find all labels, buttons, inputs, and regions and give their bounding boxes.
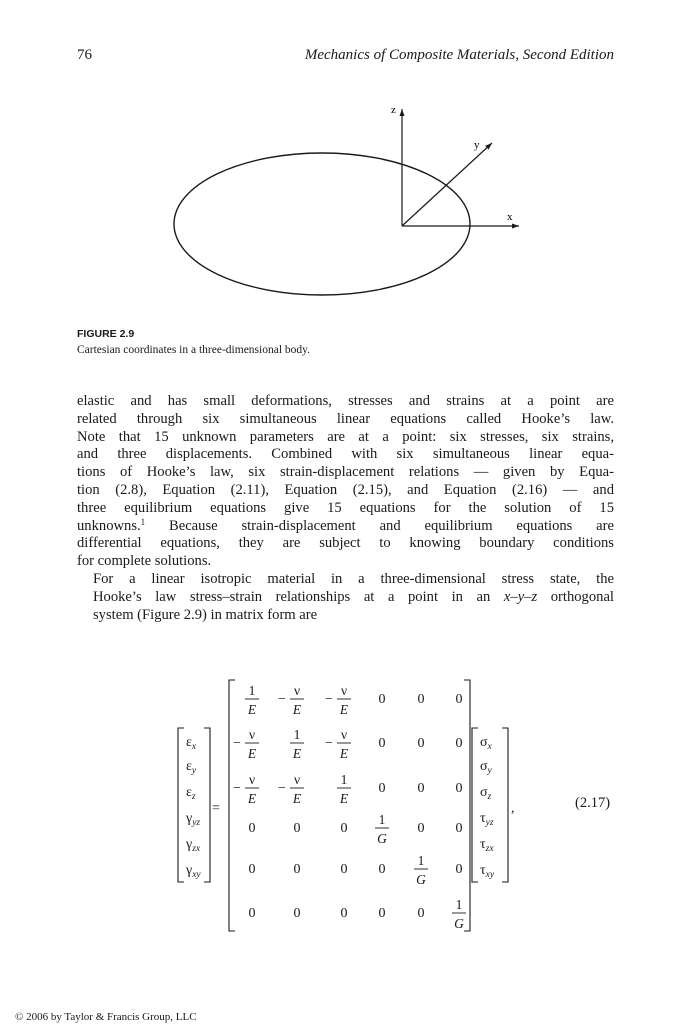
strain-component: $\varepsilon_z$ [186, 785, 196, 802]
matrix-entry-zero: 0 [417, 906, 425, 921]
matrix-entry-denominator: E [339, 791, 349, 806]
text-line: for complete solutions. [77, 553, 212, 570]
text-fragment: orthogonal [537, 588, 614, 605]
matrix-entry-zero: 0 [455, 736, 463, 751]
matrix-entry-denominator: E [247, 746, 257, 761]
text-line: tion (2.8), Equation (2.11), Equation (2.15), and Equation (2.16) — and [77, 481, 614, 498]
matrix-entry-zero: 0 [417, 821, 425, 836]
footnote-ref: 1 [140, 516, 146, 527]
strain-component: $\gamma_{xy}$ [186, 863, 201, 880]
matrix-entry-zero: 0 [378, 906, 386, 921]
matrix-entry-numerator: 1 [248, 683, 256, 698]
stress-component: $\sigma_z$ [480, 785, 492, 802]
strain-component: $\gamma_{zx}$ [186, 837, 201, 854]
text-line: tions of Hooke’s law, six strain-displacement relations — given by Equa- [77, 464, 614, 481]
matrix-entry-sign: − [278, 692, 286, 707]
text-line: differential equations, they are subject to knowing boundary conditions [77, 535, 614, 552]
figure-caption: Cartesian coordinates in a three-dimensional body. [77, 344, 311, 356]
y-axis-label: y [474, 139, 480, 151]
matrix-entry-denominator: G [377, 831, 387, 846]
matrix-entry-zero: 0 [248, 906, 256, 921]
matrix-entry-denominator: E [292, 746, 302, 761]
figure-label: FIGURE 2.9 [77, 328, 135, 340]
stress-component: $\tau_{yz}$ [480, 811, 494, 828]
matrix-entry-numerator: ν [248, 772, 256, 787]
strain-vector-right-bracket [204, 728, 210, 882]
matrix-right-bracket [464, 680, 470, 931]
matrix-entry-numerator: 1 [340, 772, 348, 787]
matrix-entry-zero: 0 [455, 862, 463, 877]
matrix-entry-zero: 0 [378, 736, 386, 751]
matrix-entry-zero: 0 [417, 781, 425, 796]
matrix-entry-zero: 0 [455, 692, 463, 707]
matrix-entry-zero: 0 [293, 821, 301, 836]
matrix-entry-denominator: G [454, 916, 464, 931]
copyright-footer: © 2006 by Taylor & Francis Group, LLC [15, 1011, 197, 1023]
text-line: three equilibrium equations give 15 equations for the solution of 15 [77, 499, 614, 516]
text-fragment: Because strain-displacement and equilibrium equations are [145, 517, 614, 534]
matrix-entry-zero: 0 [417, 692, 425, 707]
matrix-entry-zero: 0 [378, 692, 386, 707]
matrix-entry-denominator: E [292, 791, 302, 806]
z-axis-label: z [391, 104, 396, 116]
matrix-entry-sign: − [325, 736, 333, 751]
text-line: system (Figure 2.9) in matrix form are [93, 606, 318, 623]
matrix-entry-zero: 0 [378, 781, 386, 796]
strain-component: $\varepsilon_x$ [186, 735, 197, 752]
matrix-entry-numerator: ν [340, 683, 348, 698]
matrix-left-bracket [229, 680, 235, 931]
stress-component: $\sigma_x$ [480, 735, 492, 752]
matrix-entry-numerator: ν [293, 683, 301, 698]
matrix-entry-zero: 0 [455, 781, 463, 796]
text-line: Note that 15 unknown parameters are at a point: six stresses, six strains, [77, 428, 614, 445]
matrix-entry-zero: 0 [455, 821, 463, 836]
strain-component: $\varepsilon_y$ [186, 759, 197, 776]
matrix-entry-sign: − [233, 736, 241, 751]
matrix-entry-numerator: ν [340, 727, 348, 742]
matrix-entry-zero: 0 [340, 862, 348, 877]
equation-comma: , [511, 801, 515, 816]
stress-vector-right-bracket [502, 728, 508, 882]
stress-component: $\sigma_y$ [480, 759, 492, 776]
matrix-entry-denominator: E [339, 702, 349, 717]
matrix-entry-denominator: E [292, 702, 302, 717]
stress-component: $\tau_{zx}$ [480, 837, 494, 854]
matrix-entry-sign: − [233, 781, 241, 796]
running-title: Mechanics of Composite Materials, Second Edition [304, 47, 614, 63]
text-fragment: Hooke’s law stress–strain relationships at a point in an [93, 588, 504, 605]
matrix-entry-numerator: 1 [455, 897, 463, 912]
matrix-entry-numerator: ν [248, 727, 256, 742]
text-fragment-italic: x–y–z [503, 588, 538, 605]
matrix-entry-denominator: E [247, 791, 257, 806]
page-number: 76 [77, 47, 92, 63]
matrix-entry-numerator: ν [293, 772, 301, 787]
stress-vector-left-bracket [472, 728, 478, 882]
equals-sign: = [212, 801, 220, 816]
matrix-entry-zero: 0 [293, 906, 301, 921]
matrix-entry-denominator: E [339, 746, 349, 761]
matrix-entry-zero: 0 [417, 736, 425, 751]
x-axis-label: x [507, 211, 513, 223]
matrix-entry-denominator: E [247, 702, 257, 717]
matrix-entry-numerator: 1 [378, 812, 386, 827]
matrix-entry-zero: 0 [293, 862, 301, 877]
matrix-entry-sign: − [325, 692, 333, 707]
strain-vector-left-bracket [178, 728, 184, 882]
text-line: elastic and has small deformations, stresses and strains at a point are [77, 393, 614, 409]
matrix-entry-numerator: 1 [417, 853, 425, 868]
matrix-entry-zero: 0 [248, 821, 256, 836]
text-fragment: unknowns. [77, 517, 141, 534]
matrix-entry-zero: 0 [248, 862, 256, 877]
equation-number: (2.17) [575, 795, 611, 811]
matrix-entry-denominator: G [416, 872, 426, 887]
matrix-entry-zero: 0 [378, 862, 386, 877]
text-line: and three displacements. Combined with six simultaneous linear equa- [77, 446, 614, 463]
stress-component: $\tau_{xy}$ [480, 863, 495, 880]
matrix-entry-sign: − [278, 781, 286, 796]
matrix-entry-zero: 0 [340, 906, 348, 921]
text-line: related through six simultaneous linear equations called Hooke’s law. [77, 410, 614, 427]
matrix-entry-zero: 0 [340, 821, 348, 836]
matrix-entry-numerator: 1 [293, 727, 301, 742]
strain-component: $\gamma_{yz}$ [186, 811, 201, 828]
text-line: For a linear isotropic material in a three-dimensional stress state, the [93, 570, 614, 587]
